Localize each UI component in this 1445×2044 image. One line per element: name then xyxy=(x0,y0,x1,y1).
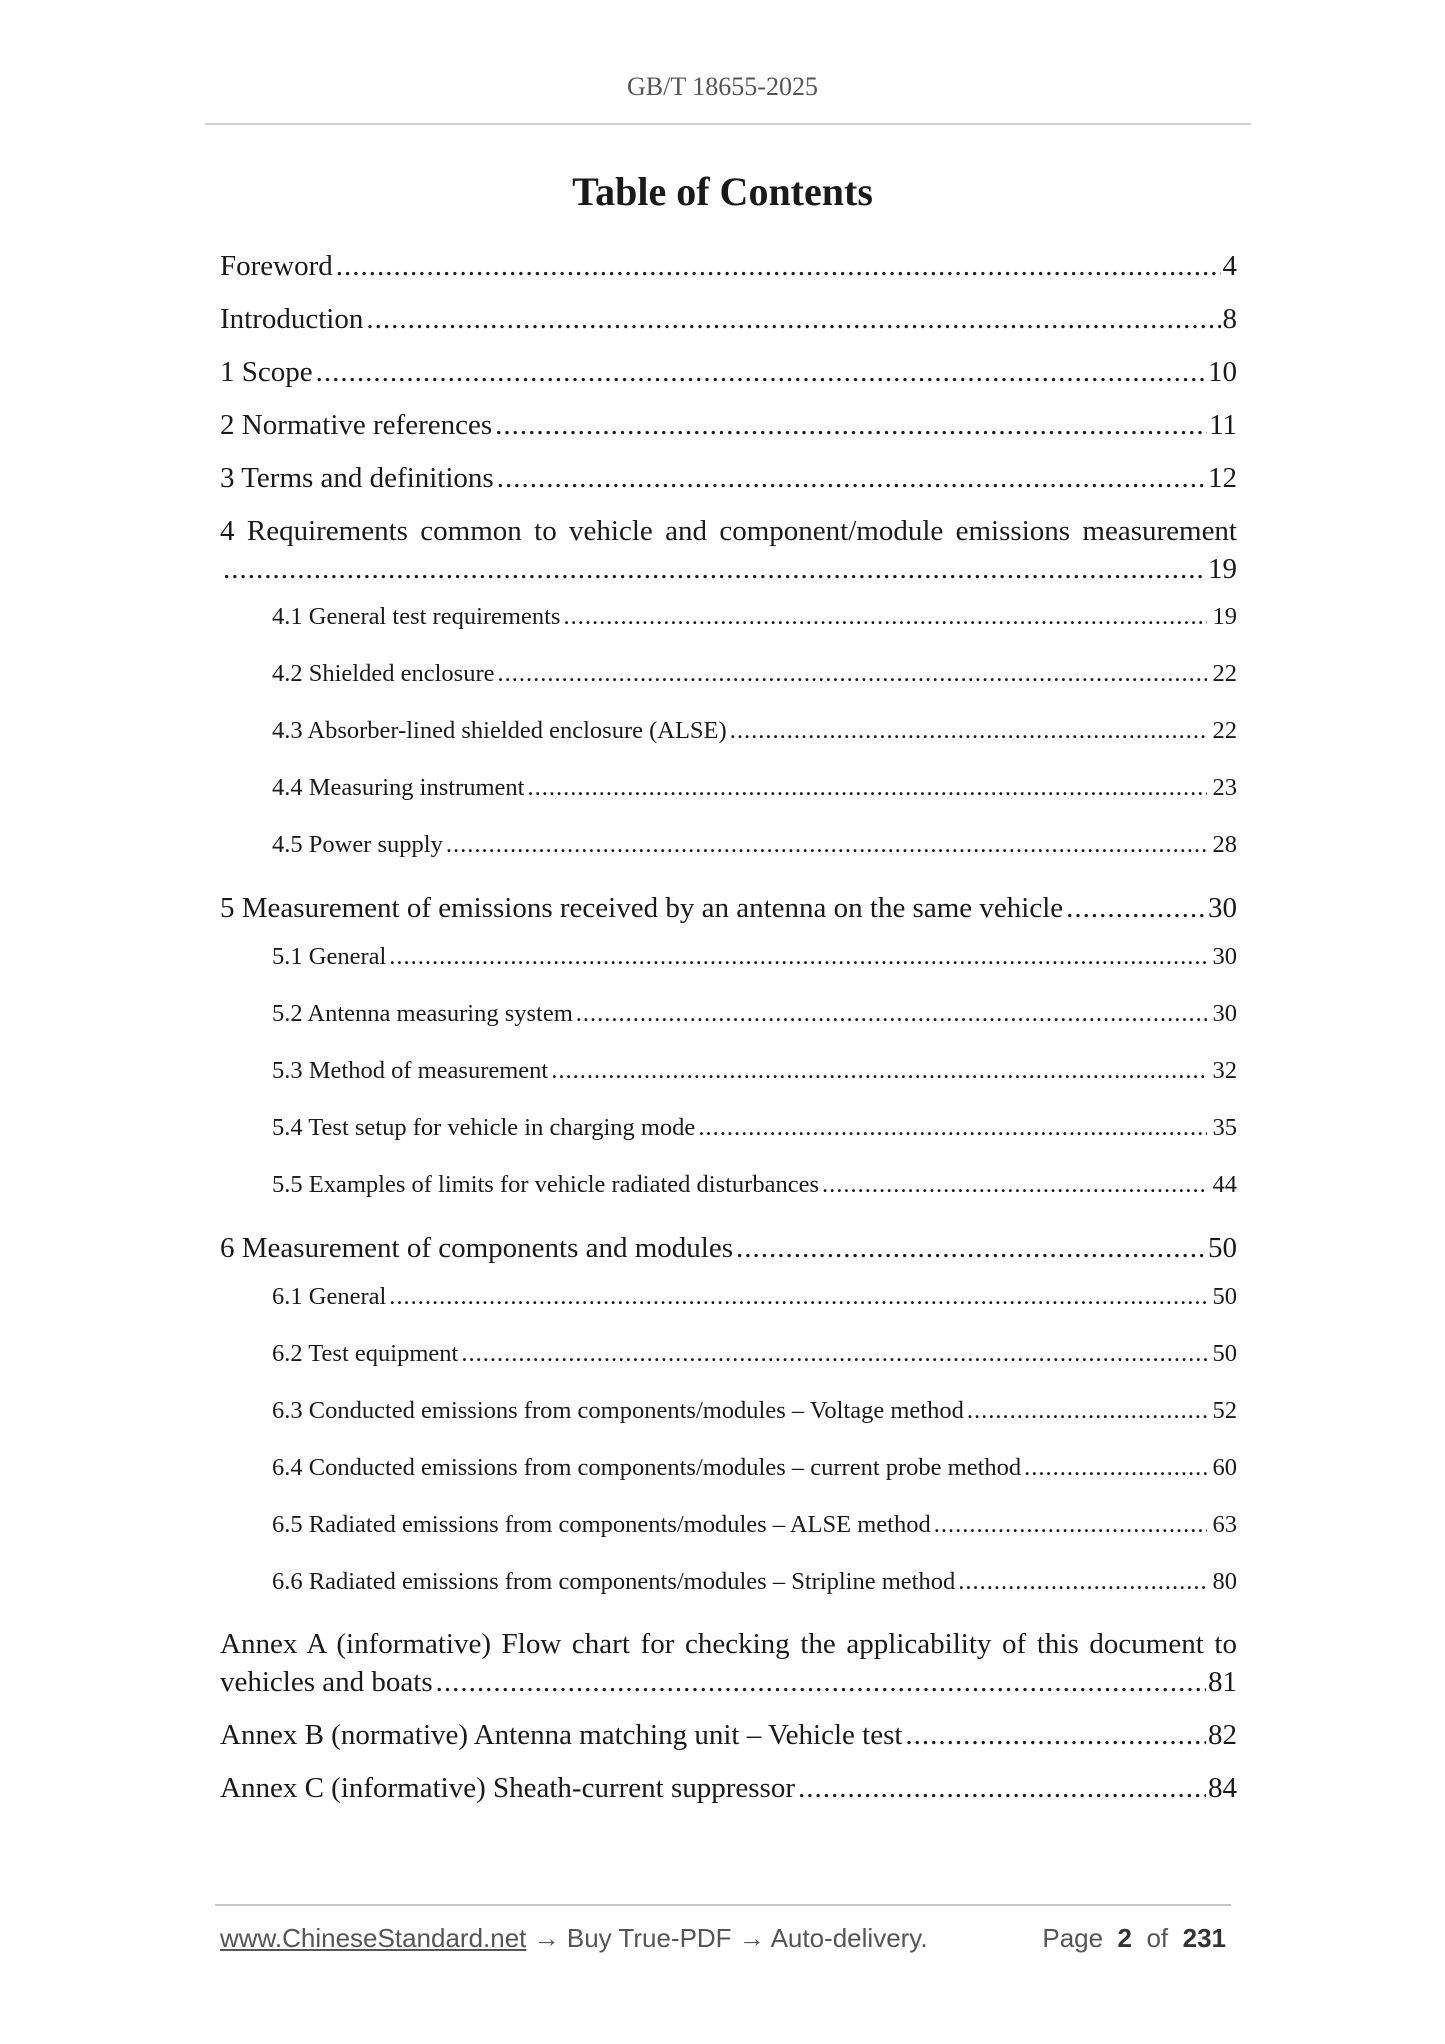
toc-entry-page: 52 xyxy=(1212,1397,1237,1424)
toc-entry-label: 4.1 General test requirements xyxy=(272,603,561,630)
dot-leader xyxy=(220,553,1206,586)
footer-promo xyxy=(220,1923,928,1954)
dot-leader xyxy=(524,774,1206,802)
toc-entry-6-5[interactable] xyxy=(272,1511,1237,1539)
toc-entry-5-4[interactable] xyxy=(272,1114,1237,1142)
toc-entry-label: 4.2 Shielded enclosure xyxy=(272,660,495,687)
toc-entry-page: 22 xyxy=(1212,717,1237,744)
toc-entry-label: 5.4 Test setup for vehicle in charging mode xyxy=(272,1114,696,1141)
page-title: Table of Contents xyxy=(572,169,873,214)
toc-entry-scope[interactable] xyxy=(220,356,1237,389)
toc-entry-label: 5.3 Method of measurement xyxy=(272,1057,549,1084)
toc-entry-4-1[interactable] xyxy=(272,603,1237,631)
toc-entry-annex-b[interactable] xyxy=(220,1719,1237,1752)
toc-entry-page: 8 xyxy=(1222,303,1237,335)
toc-entry-6-6[interactable] xyxy=(272,1568,1237,1596)
toc-entry-6-1[interactable] xyxy=(272,1283,1237,1311)
dot-leader xyxy=(955,1568,1206,1596)
toc-entry-page: 11 xyxy=(1209,409,1237,441)
toc-entry-label: 4.5 Power supply xyxy=(272,831,443,858)
toc-entry-requirements-label[interactable]: 4 Requirements common to vehicle and component/module emissions measurement xyxy=(220,515,1237,547)
total-pages: 231 xyxy=(1182,1923,1226,1953)
of-word: of xyxy=(1146,1923,1169,1953)
toc-entry-label: 5 Measurement of emissions received by an antenna on the same vehicle xyxy=(220,892,1064,924)
toc-entry-section-6[interactable] xyxy=(220,1232,1237,1265)
toc-entry-6-3[interactable] xyxy=(272,1397,1237,1425)
dot-leader xyxy=(333,250,1221,283)
toc-entry-label: 4.3 Absorber-lined shielded enclosure (ALSE) xyxy=(272,717,727,744)
dot-leader xyxy=(733,1232,1206,1265)
dot-leader xyxy=(964,1397,1207,1425)
toc-entry-4-5[interactable] xyxy=(272,831,1237,859)
dot-leader xyxy=(492,409,1207,442)
toc-entry-label: Annex C (informative) Sheath-current suppressor xyxy=(220,1772,796,1804)
toc-entry-page: 63 xyxy=(1212,1511,1237,1538)
toc-entry-6-2[interactable] xyxy=(272,1340,1237,1368)
dot-leader xyxy=(819,1171,1206,1199)
toc-entry-label: vehicles and boats xyxy=(220,1666,433,1698)
toc-entry-6-4[interactable] xyxy=(272,1454,1237,1482)
toc-entry-label: 5.2 Antenna measuring system xyxy=(272,1000,573,1027)
toc-entry-page: 10 xyxy=(1208,356,1237,388)
page-footer xyxy=(220,1923,1226,1954)
toc-entry-label: 6 Measurement of components and modules xyxy=(220,1232,734,1264)
toc-entry-label: 4.4 Measuring instrument xyxy=(272,774,525,801)
toc-entry-label: 5.5 Examples of limits for vehicle radiated disturbances xyxy=(272,1171,820,1198)
dot-leader xyxy=(443,831,1207,859)
toc-entry-label: 6.2 Test equipment xyxy=(272,1340,459,1367)
dot-leader xyxy=(495,660,1207,688)
dot-leader xyxy=(560,603,1206,631)
toc-entry-section-5[interactable] xyxy=(220,892,1237,925)
toc-entry-label: Foreword xyxy=(220,250,333,282)
toc-entry-page: 19 xyxy=(1212,603,1237,630)
dot-leader xyxy=(1063,892,1206,925)
toc-entry-label: 6.4 Conducted emissions from components/modules – current probe method xyxy=(272,1454,1022,1481)
toc-entry-terms-and-definitions[interactable] xyxy=(220,462,1237,495)
footer-divider xyxy=(215,1904,1231,1906)
toc-entry-annex-c[interactable] xyxy=(220,1772,1237,1805)
toc-entry-annex-a[interactable] xyxy=(220,1666,1237,1699)
toc-entry-label: 5.1 General xyxy=(272,943,387,970)
toc-entry-page: 30 xyxy=(1212,943,1237,970)
site-link[interactable]: www.ChineseStandard.net xyxy=(220,1923,527,1953)
toc-entry-page: 23 xyxy=(1212,774,1237,801)
dot-leader xyxy=(386,943,1206,971)
toc-entry-page: 28 xyxy=(1212,831,1237,858)
dot-leader xyxy=(313,356,1206,389)
toc-entry-4-4[interactable] xyxy=(272,774,1237,802)
toc-entry-5-3[interactable] xyxy=(272,1057,1237,1085)
document-code-header: GB/T 18655-2025 xyxy=(627,72,818,101)
dot-leader xyxy=(458,1340,1206,1368)
dot-leader xyxy=(1021,1454,1206,1482)
toc-entry-5-5[interactable] xyxy=(272,1171,1237,1199)
toc-entry-label: 2 Normative references xyxy=(220,409,493,441)
dot-leader xyxy=(727,717,1207,745)
toc-entry-normative-references[interactable] xyxy=(220,409,1237,442)
toc-entry-foreword[interactable] xyxy=(220,250,1237,283)
promo-text: → Buy True-PDF → Auto-delivery. xyxy=(526,1923,928,1953)
toc-entry-label: 3 Terms and definitions xyxy=(220,462,494,494)
dot-leader xyxy=(433,1666,1206,1699)
dot-leader xyxy=(386,1283,1206,1311)
toc-entry-introduction[interactable] xyxy=(220,303,1237,336)
toc-entry-page: 80 xyxy=(1212,1568,1237,1595)
current-page-number: 2 xyxy=(1117,1923,1133,1953)
toc-entry-label: Introduction xyxy=(220,303,364,335)
toc-entry-5-1[interactable] xyxy=(272,943,1237,971)
toc-entry-page: 81 xyxy=(1208,1666,1237,1698)
toc-entry-4-3[interactable] xyxy=(272,717,1237,745)
toc-entry-page: 50 xyxy=(1212,1283,1237,1310)
dot-leader xyxy=(363,303,1220,336)
toc-entry-page: 50 xyxy=(1208,1232,1237,1264)
toc-entry-page: 4 xyxy=(1222,250,1237,282)
toc-entry-page: 84 xyxy=(1208,1772,1237,1804)
dot-leader xyxy=(695,1114,1206,1142)
toc-entry-label: 6.1 General xyxy=(272,1283,387,1310)
toc-entry-label: 1 Scope xyxy=(220,356,313,388)
toc-entry-page: 82 xyxy=(1208,1719,1237,1751)
toc-entry-page: 30 xyxy=(1208,892,1237,924)
toc-entry-label: Annex B (normative) Antenna matching unit – Vehicle test xyxy=(220,1719,903,1751)
toc-entry-label: 6.3 Conducted emissions from components/modules – Voltage method xyxy=(272,1397,964,1424)
toc-entry-page: 22 xyxy=(1212,660,1237,687)
toc-entry-label: 6.5 Radiated emissions from components/modules – ALSE method xyxy=(272,1511,931,1538)
toc-entry-page: 50 xyxy=(1212,1340,1237,1367)
dot-leader xyxy=(795,1772,1206,1805)
toc-entry-page: 35 xyxy=(1212,1114,1237,1141)
toc-entry-page: 12 xyxy=(1208,462,1237,494)
toc-entry-page: 30 xyxy=(1212,1000,1237,1027)
toc-entry-5-2[interactable] xyxy=(272,1000,1237,1028)
page-indicator xyxy=(1042,1923,1226,1954)
dot-leader xyxy=(902,1719,1206,1752)
dot-leader xyxy=(494,462,1206,495)
toc-entry-page: 32 xyxy=(1212,1057,1237,1084)
toc-entry-page: 60 xyxy=(1212,1454,1237,1481)
dot-leader xyxy=(548,1057,1206,1085)
toc-entry-annex-a-label[interactable]: Annex A (informative) Flow chart for checking the applicability of this document to xyxy=(220,1628,1237,1660)
page-word: Page xyxy=(1042,1923,1104,1953)
toc-entry-page: 44 xyxy=(1212,1171,1237,1198)
toc-entry-4-2[interactable] xyxy=(272,660,1237,688)
toc-entry-requirements[interactable] xyxy=(220,553,1237,586)
toc-entry-label: 6.6 Radiated emissions from components/modules – Stripline method xyxy=(272,1568,956,1595)
toc-entry-page: 19 xyxy=(1208,553,1237,585)
dot-leader xyxy=(931,1511,1207,1539)
dot-leader xyxy=(573,1000,1207,1028)
